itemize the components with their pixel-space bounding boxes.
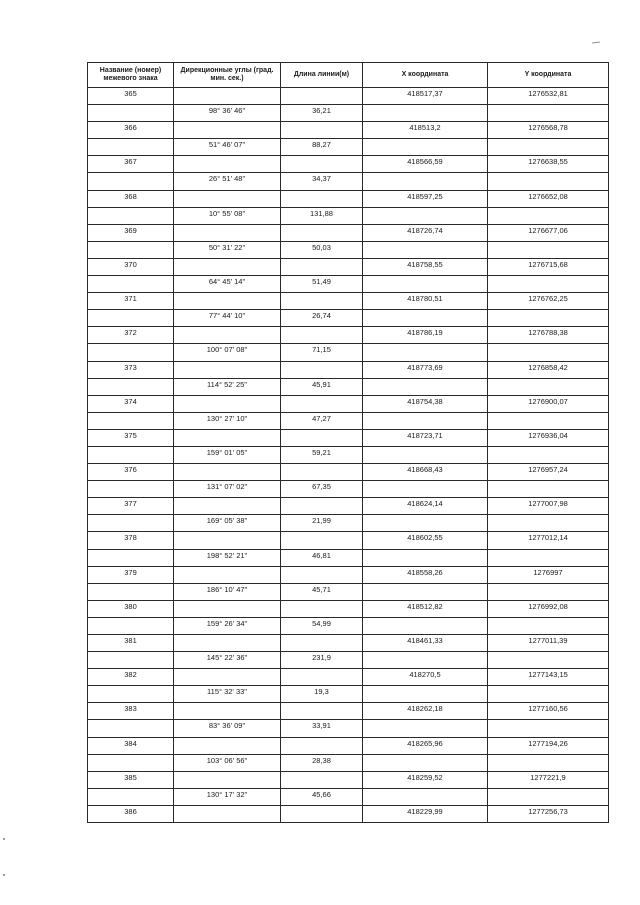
angle-cell: 114° 52' 25"	[174, 378, 281, 395]
x-coordinate-cell	[363, 207, 488, 224]
y-coordinate-cell	[488, 686, 609, 703]
point-number-cell: 368	[88, 190, 174, 207]
y-coordinate-cell	[488, 310, 609, 327]
point-number-cell: 367	[88, 156, 174, 173]
x-coordinate-cell	[363, 310, 488, 327]
x-coordinate-cell	[363, 617, 488, 634]
y-coordinate-cell	[488, 788, 609, 805]
boundary-points-table	[87, 62, 609, 823]
x-coordinate-cell	[363, 720, 488, 737]
length-cell	[281, 258, 363, 275]
point-number-cell	[88, 412, 174, 429]
angle-cell: 130° 17' 32"	[174, 788, 281, 805]
point-number-cell	[88, 378, 174, 395]
angle-cell: 131° 07' 02"	[174, 481, 281, 498]
y-coordinate-cell	[488, 207, 609, 224]
length-cell	[281, 464, 363, 481]
x-coordinate-cell: 418262,18	[363, 703, 488, 720]
x-coordinate-cell: 418265,96	[363, 737, 488, 754]
x-coordinate-cell	[363, 241, 488, 258]
table-row-point	[88, 532, 609, 549]
table-row-segment	[88, 583, 609, 600]
y-coordinate-cell: 1277143,15	[488, 669, 609, 686]
angle-cell	[174, 293, 281, 310]
point-number-cell: 386	[88, 805, 174, 822]
table-row-point	[88, 258, 609, 275]
point-number-cell: 381	[88, 635, 174, 652]
point-number-cell: 379	[88, 566, 174, 583]
x-coordinate-cell: 418558,26	[363, 566, 488, 583]
table-row-segment	[88, 378, 609, 395]
x-coordinate-cell: 418726,74	[363, 224, 488, 241]
point-number-cell	[88, 686, 174, 703]
angle-cell	[174, 395, 281, 412]
x-coordinate-cell: 418758,55	[363, 258, 488, 275]
angle-cell	[174, 498, 281, 515]
x-coordinate-cell	[363, 788, 488, 805]
table-row-point	[88, 464, 609, 481]
length-cell: 34,37	[281, 173, 363, 190]
length-cell	[281, 224, 363, 241]
point-number-cell: 383	[88, 703, 174, 720]
length-cell: 131,88	[281, 207, 363, 224]
point-number-cell: 373	[88, 361, 174, 378]
table-row-point	[88, 429, 609, 446]
y-coordinate-cell: 1276532,81	[488, 88, 609, 105]
length-cell	[281, 395, 363, 412]
point-number-cell	[88, 310, 174, 327]
table-row-point	[88, 190, 609, 207]
length-cell	[281, 361, 363, 378]
table-row-segment	[88, 788, 609, 805]
angle-cell	[174, 464, 281, 481]
table-row-segment	[88, 344, 609, 361]
length-cell: 45,91	[281, 378, 363, 395]
angle-cell: 83° 36' 09"	[174, 720, 281, 737]
length-cell	[281, 190, 363, 207]
length-cell	[281, 293, 363, 310]
length-cell	[281, 498, 363, 515]
length-cell	[281, 429, 363, 446]
y-coordinate-cell	[488, 378, 609, 395]
x-coordinate-cell: 418517,37	[363, 88, 488, 105]
angle-cell	[174, 737, 281, 754]
table-row-point	[88, 703, 609, 720]
y-coordinate-cell: 1277221,9	[488, 771, 609, 788]
point-number-cell	[88, 173, 174, 190]
angle-cell: 98° 36' 46"	[174, 105, 281, 122]
table-row-point	[88, 395, 609, 412]
y-coordinate-cell: 1276936,04	[488, 429, 609, 446]
angle-cell	[174, 327, 281, 344]
point-number-cell: 370	[88, 258, 174, 275]
table-row-point	[88, 669, 609, 686]
length-cell	[281, 122, 363, 139]
angle-cell	[174, 532, 281, 549]
y-coordinate-cell	[488, 446, 609, 463]
x-coordinate-cell: 418602,55	[363, 532, 488, 549]
length-cell: 36,21	[281, 105, 363, 122]
x-coordinate-cell	[363, 412, 488, 429]
table-row-point	[88, 361, 609, 378]
length-cell	[281, 771, 363, 788]
table-row-point	[88, 224, 609, 241]
length-cell	[281, 600, 363, 617]
y-coordinate-cell: 1276568,78	[488, 122, 609, 139]
angle-cell	[174, 156, 281, 173]
table-row-segment	[88, 686, 609, 703]
scan-mark	[592, 41, 600, 45]
length-cell: 67,35	[281, 481, 363, 498]
y-coordinate-cell: 1277012,14	[488, 532, 609, 549]
angle-cell: 159° 26' 34"	[174, 617, 281, 634]
angle-cell	[174, 805, 281, 822]
angle-cell: 50° 31' 22"	[174, 241, 281, 258]
length-cell	[281, 327, 363, 344]
point-number-cell: 380	[88, 600, 174, 617]
length-cell: 33,91	[281, 720, 363, 737]
point-number-cell: 371	[88, 293, 174, 310]
angle-cell: 130° 27' 10"	[174, 412, 281, 429]
table-row-point	[88, 293, 609, 310]
table-row-segment	[88, 139, 609, 156]
table-row-segment	[88, 446, 609, 463]
x-coordinate-cell: 418723,71	[363, 429, 488, 446]
length-cell: 88,27	[281, 139, 363, 156]
x-coordinate-cell: 418786,19	[363, 327, 488, 344]
x-coordinate-cell: 418780,51	[363, 293, 488, 310]
x-coordinate-cell	[363, 105, 488, 122]
angle-cell	[174, 771, 281, 788]
y-coordinate-cell: 1277194,26	[488, 737, 609, 754]
y-coordinate-cell	[488, 276, 609, 293]
table-row-point	[88, 88, 609, 105]
y-coordinate-cell	[488, 549, 609, 566]
y-coordinate-cell	[488, 105, 609, 122]
angle-cell: 186° 10' 47"	[174, 583, 281, 600]
point-number-cell: 384	[88, 737, 174, 754]
angle-cell	[174, 88, 281, 105]
point-number-cell: 366	[88, 122, 174, 139]
y-coordinate-cell	[488, 412, 609, 429]
scan-speck	[3, 838, 5, 840]
length-cell	[281, 156, 363, 173]
table-header-row	[88, 63, 609, 88]
y-coordinate-cell: 1276638,55	[488, 156, 609, 173]
x-coordinate-cell	[363, 446, 488, 463]
x-coordinate-cell	[363, 173, 488, 190]
table-row-segment	[88, 276, 609, 293]
point-number-cell	[88, 344, 174, 361]
y-coordinate-cell	[488, 617, 609, 634]
angle-cell	[174, 361, 281, 378]
point-number-cell	[88, 788, 174, 805]
length-cell	[281, 703, 363, 720]
angle-cell: 115° 32' 33"	[174, 686, 281, 703]
x-coordinate-cell: 418259,52	[363, 771, 488, 788]
y-coordinate-cell: 1277011,39	[488, 635, 609, 652]
length-cell: 28,38	[281, 754, 363, 771]
table-body	[88, 88, 609, 823]
y-coordinate-cell: 1276997	[488, 566, 609, 583]
point-number-cell	[88, 617, 174, 634]
length-cell	[281, 532, 363, 549]
y-coordinate-cell: 1276992,08	[488, 600, 609, 617]
y-coordinate-cell: 1277160,56	[488, 703, 609, 720]
point-number-cell: 365	[88, 88, 174, 105]
table-row-segment	[88, 720, 609, 737]
table-row-point	[88, 600, 609, 617]
y-coordinate-cell: 1276762,25	[488, 293, 609, 310]
y-coordinate-cell	[488, 173, 609, 190]
angle-cell: 103° 06' 56"	[174, 754, 281, 771]
angle-cell: 10° 55' 08"	[174, 207, 281, 224]
length-cell: 54,99	[281, 617, 363, 634]
angle-cell	[174, 224, 281, 241]
angle-cell: 145° 22' 36"	[174, 652, 281, 669]
angle-cell	[174, 190, 281, 207]
point-number-cell	[88, 481, 174, 498]
point-number-cell	[88, 583, 174, 600]
angle-cell	[174, 566, 281, 583]
header-y: Y координата	[488, 63, 609, 88]
angle-cell	[174, 703, 281, 720]
x-coordinate-cell	[363, 549, 488, 566]
point-number-cell	[88, 754, 174, 771]
x-coordinate-cell	[363, 754, 488, 771]
scan-speck	[3, 874, 5, 876]
y-coordinate-cell	[488, 344, 609, 361]
length-cell: 45,71	[281, 583, 363, 600]
y-coordinate-cell: 1276900,07	[488, 395, 609, 412]
point-number-cell	[88, 652, 174, 669]
y-coordinate-cell: 1276652,08	[488, 190, 609, 207]
length-cell: 51,49	[281, 276, 363, 293]
point-number-cell: 372	[88, 327, 174, 344]
angle-cell: 77° 44' 10"	[174, 310, 281, 327]
header-angle: Дирекционные углы (град. мин. сек.)	[174, 63, 281, 88]
x-coordinate-cell: 418229,99	[363, 805, 488, 822]
x-coordinate-cell: 418668,43	[363, 464, 488, 481]
table-row-segment	[88, 481, 609, 498]
x-coordinate-cell: 418773,69	[363, 361, 488, 378]
angle-cell	[174, 600, 281, 617]
point-number-cell	[88, 446, 174, 463]
x-coordinate-cell: 418597,25	[363, 190, 488, 207]
point-number-cell: 376	[88, 464, 174, 481]
y-coordinate-cell	[488, 652, 609, 669]
table-row-segment	[88, 310, 609, 327]
header-length: Длина линии(м)	[281, 63, 363, 88]
table-row-segment	[88, 207, 609, 224]
angle-cell: 100° 07' 08"	[174, 344, 281, 361]
length-cell	[281, 737, 363, 754]
table-row-segment	[88, 549, 609, 566]
table-row-point	[88, 635, 609, 652]
y-coordinate-cell	[488, 583, 609, 600]
point-number-cell: 378	[88, 532, 174, 549]
table-row-point	[88, 771, 609, 788]
x-coordinate-cell	[363, 515, 488, 532]
length-cell: 19,3	[281, 686, 363, 703]
length-cell: 26,74	[281, 310, 363, 327]
length-cell: 231,9	[281, 652, 363, 669]
header-point: Название (номер) межевого знака	[88, 63, 174, 88]
angle-cell	[174, 122, 281, 139]
x-coordinate-cell: 418461,33	[363, 635, 488, 652]
point-number-cell	[88, 105, 174, 122]
length-cell: 50,03	[281, 241, 363, 258]
x-coordinate-cell: 418566,59	[363, 156, 488, 173]
point-number-cell: 374	[88, 395, 174, 412]
table-row-point	[88, 327, 609, 344]
angle-cell: 169° 05' 38"	[174, 515, 281, 532]
x-coordinate-cell	[363, 652, 488, 669]
y-coordinate-cell	[488, 481, 609, 498]
y-coordinate-cell	[488, 754, 609, 771]
y-coordinate-cell: 1276858,42	[488, 361, 609, 378]
angle-cell: 26° 51' 48"	[174, 173, 281, 190]
table-row-segment	[88, 652, 609, 669]
length-cell: 21,99	[281, 515, 363, 532]
y-coordinate-cell: 1277256,73	[488, 805, 609, 822]
point-number-cell	[88, 515, 174, 532]
x-coordinate-cell	[363, 276, 488, 293]
length-cell: 45,66	[281, 788, 363, 805]
y-coordinate-cell: 1276788,38	[488, 327, 609, 344]
table-row-segment	[88, 173, 609, 190]
point-number-cell: 377	[88, 498, 174, 515]
point-number-cell	[88, 207, 174, 224]
table-row-point	[88, 156, 609, 173]
x-coordinate-cell	[363, 139, 488, 156]
length-cell	[281, 635, 363, 652]
point-number-cell: 369	[88, 224, 174, 241]
length-cell	[281, 805, 363, 822]
angle-cell: 51° 46' 07"	[174, 139, 281, 156]
y-coordinate-cell: 1276957,24	[488, 464, 609, 481]
point-number-cell	[88, 241, 174, 258]
table-row-point	[88, 122, 609, 139]
length-cell	[281, 566, 363, 583]
angle-cell	[174, 258, 281, 275]
y-coordinate-cell	[488, 241, 609, 258]
table-row-segment	[88, 617, 609, 634]
y-coordinate-cell: 1276677,06	[488, 224, 609, 241]
table-row-segment	[88, 412, 609, 429]
angle-cell	[174, 429, 281, 446]
angle-cell: 198° 52' 21"	[174, 549, 281, 566]
table-row-point	[88, 805, 609, 822]
y-coordinate-cell: 1277007,98	[488, 498, 609, 515]
x-coordinate-cell: 418754,38	[363, 395, 488, 412]
y-coordinate-cell	[488, 139, 609, 156]
length-cell: 47,27	[281, 412, 363, 429]
point-number-cell	[88, 720, 174, 737]
point-number-cell: 375	[88, 429, 174, 446]
table-row-segment	[88, 754, 609, 771]
y-coordinate-cell	[488, 515, 609, 532]
length-cell: 59,21	[281, 446, 363, 463]
x-coordinate-cell	[363, 686, 488, 703]
point-number-cell	[88, 139, 174, 156]
angle-cell	[174, 669, 281, 686]
y-coordinate-cell	[488, 720, 609, 737]
x-coordinate-cell	[363, 481, 488, 498]
angle-cell: 159° 01' 05"	[174, 446, 281, 463]
point-number-cell: 382	[88, 669, 174, 686]
point-number-cell	[88, 276, 174, 293]
table-row-point	[88, 566, 609, 583]
x-coordinate-cell	[363, 378, 488, 395]
point-number-cell: 385	[88, 771, 174, 788]
table-row-segment	[88, 105, 609, 122]
table-row-segment	[88, 515, 609, 532]
table-row-point	[88, 498, 609, 515]
header-x: X координата	[363, 63, 488, 88]
x-coordinate-cell: 418624,14	[363, 498, 488, 515]
length-cell: 46,81	[281, 549, 363, 566]
table-row-point	[88, 737, 609, 754]
x-coordinate-cell: 418270,5	[363, 669, 488, 686]
x-coordinate-cell: 418512,82	[363, 600, 488, 617]
length-cell	[281, 669, 363, 686]
length-cell	[281, 88, 363, 105]
point-number-cell	[88, 549, 174, 566]
table-row-segment	[88, 241, 609, 258]
length-cell: 71,15	[281, 344, 363, 361]
angle-cell	[174, 635, 281, 652]
x-coordinate-cell: 418513,2	[363, 122, 488, 139]
x-coordinate-cell	[363, 583, 488, 600]
y-coordinate-cell: 1276715,68	[488, 258, 609, 275]
x-coordinate-cell	[363, 344, 488, 361]
angle-cell: 64° 45' 14"	[174, 276, 281, 293]
